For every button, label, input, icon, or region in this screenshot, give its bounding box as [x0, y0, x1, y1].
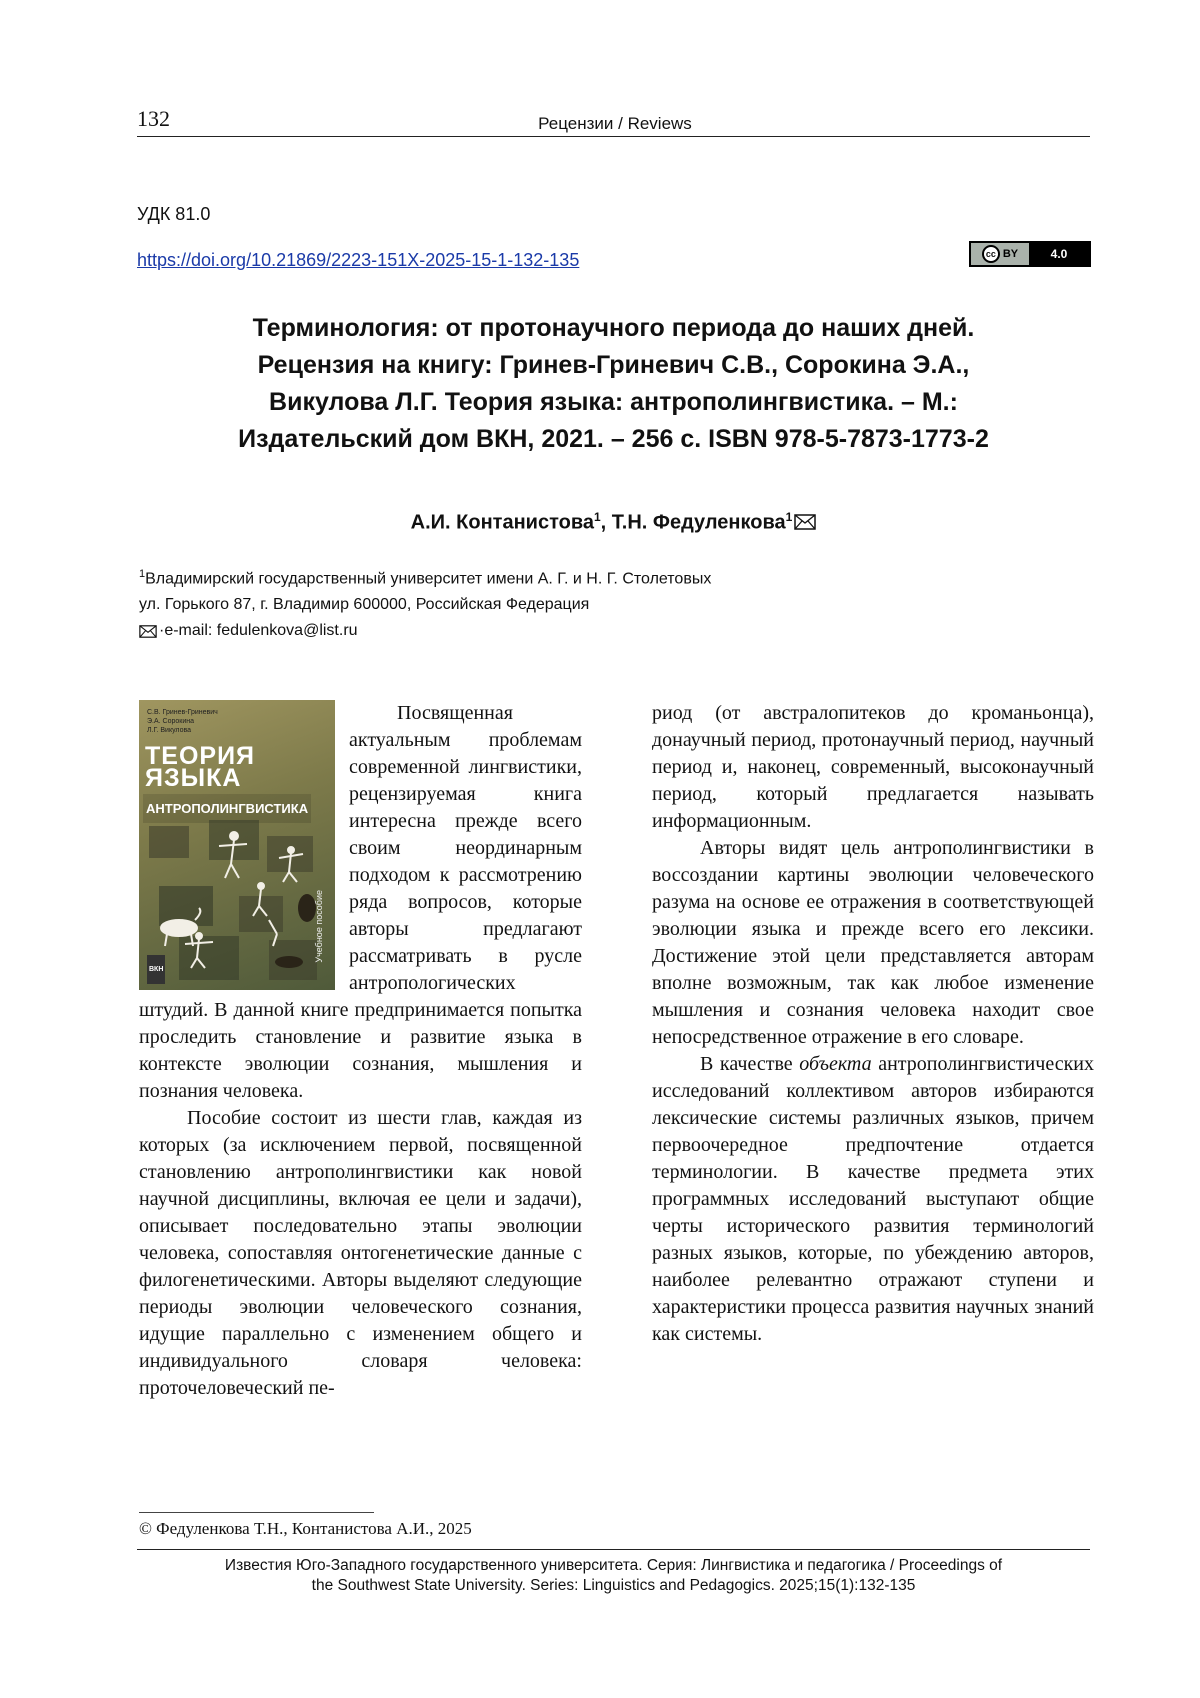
cc-license-badge[interactable] — [969, 241, 1091, 267]
right-column — [652, 700, 1094, 1348]
header-rule — [137, 136, 1090, 137]
left-column — [139, 700, 582, 1402]
book-cover-series: Учебное пособие — [314, 890, 324, 963]
title-line: Издательский дом ВКН, 2021. – 256 с. ISBN 978-5-7873-1773-2 — [238, 425, 989, 453]
paragraph: Пособие состоит из шести глав, каждая из которых (за исключением первой, посвященной становлению антрополингвистики как новой научной дисциплины, включая ее цели и задачи), описывает последовательно этапы эволюции человека, сопоставляя онтогенетические данные с филогенетическими. Авторы выделяют следующие периоды эволюции человеческого сознания, идущие параллельно с изменением общего и индивидуального словаря человека: проточеловеческий пе- — [139, 1107, 582, 1399]
running-head: Рецензии / Reviews — [538, 114, 692, 133]
author-affiliation-mark: 1 — [785, 510, 793, 524]
envelope-icon — [139, 625, 157, 638]
author-name: А.И. Контанистова — [410, 511, 594, 534]
book-cover-title: ТЕОРИЯ ЯЗЫКА — [145, 742, 256, 792]
envelope-icon — [794, 514, 816, 530]
author-name: Т.Н. Федуленкова — [611, 511, 786, 534]
emphasis: объекта — [799, 1053, 872, 1075]
book-cover-subtitle: АНТРОПОЛИНГВИСТИКА — [143, 794, 311, 823]
cc-version: 4.0 — [1029, 243, 1089, 265]
book-cover-publisher: ВКН — [147, 955, 165, 984]
footer-line: the Southwest State University. Series: Linguistics and Pedagogics. 2025;15(1):132-135 — [311, 1577, 916, 1594]
email-address[interactable]: ·e-mail: fedulenkova@list.ru — [159, 622, 358, 639]
authors: А.И. Контанистова$^1$, Т.Н. Федуленкова$^1$ — [137, 510, 1090, 535]
page-number: 132 — [137, 106, 170, 131]
email-line — [139, 622, 358, 640]
journal-footer — [137, 1556, 1090, 1596]
doi-link[interactable]: https://doi.org/10.21869/2223-151X-2025-15-1-132-135 — [137, 250, 580, 270]
title-line: Рецензия на книгу: Гринев-Гриневич С.В., Сорокина Э.А., — [257, 351, 970, 379]
cc-by-label: BY — [1002, 248, 1019, 260]
paragraph: Посвященная актуальным проблемам современной лингвистики, рецензируемая книга интересна прежде всего своим неординарным подходом к рассмотрению ряда вопросов, которые авторы предлагают рассматривать в русле антропологических штудий. В данной книге предпринимается попытка проследить становление и развитие языка в контексте эволюции сознания, мышления и познания человека. — [139, 702, 582, 1102]
book-cover-authors: С.В. Гринев-Гриневич Э.А. Сорокина Л.Г. Викулова — [147, 709, 218, 734]
affiliation — [139, 561, 711, 618]
affiliation-mark: 1 — [139, 568, 146, 580]
affiliation-university: Владимирский государственный университет имени А. Г. и Н. Г. Столетовых — [145, 570, 712, 588]
affiliation-address: ул. Горького 87, г. Владимир 600000, Российская Федерация — [139, 596, 590, 614]
footnote-rule — [139, 1512, 374, 1513]
udc-code: УДК 81.0 — [137, 204, 211, 224]
book-cover-image — [139, 700, 335, 990]
author-affiliation-mark: 1 — [593, 510, 601, 524]
copyright-note: © Федуленкова Т.Н., Контанистова А.И., 2025 — [139, 1519, 472, 1538]
article-title — [137, 310, 1090, 458]
paragraph: риод (от австралопитеков до кроманьонца), донаучный период, протонаучный период, научный период и, наконец, современный, высоконаучный период, который предлагается называть информационным. — [652, 702, 1094, 832]
title-line: Викулова Л.Г. Теория языка: антрополингвистика. – М.: — [269, 388, 958, 416]
paragraph: Авторы видят цель антрополингвистики в воссоздании картины эволюции человеческого разума на основе ее отражения в соответствующей эволюции языка и прежде всего его лексики. Достижение этой цели представляется авторам вполне возможным, так как любое изменение мышления и сознания человека находит свое непосредственное отражение в его словаре. — [652, 837, 1094, 1048]
footer-line: Известия Юго-Западного государственного университета. Серия: Лингвистика и педагогика / Proceedings of — [224, 1557, 1003, 1574]
paragraph: В качестве объекта антрополингвистических исследований коллективом авторов избираются лексические системы различных языков, причем первоочередное предпочтение отдается терминологии. В качестве предмета этих программных исследований выступают общие черты исторического развития терминологий разных языков, которые, по убеждению авторов, наиболее релевантно отражают ступени и характеристики процесса развития научных знаний как системы. — [652, 1053, 1094, 1345]
cc-icon: cc — [982, 245, 1000, 263]
title-line: Терминология: от протонаучного периода до наших дней. — [252, 314, 975, 342]
footer-rule — [137, 1549, 1090, 1550]
